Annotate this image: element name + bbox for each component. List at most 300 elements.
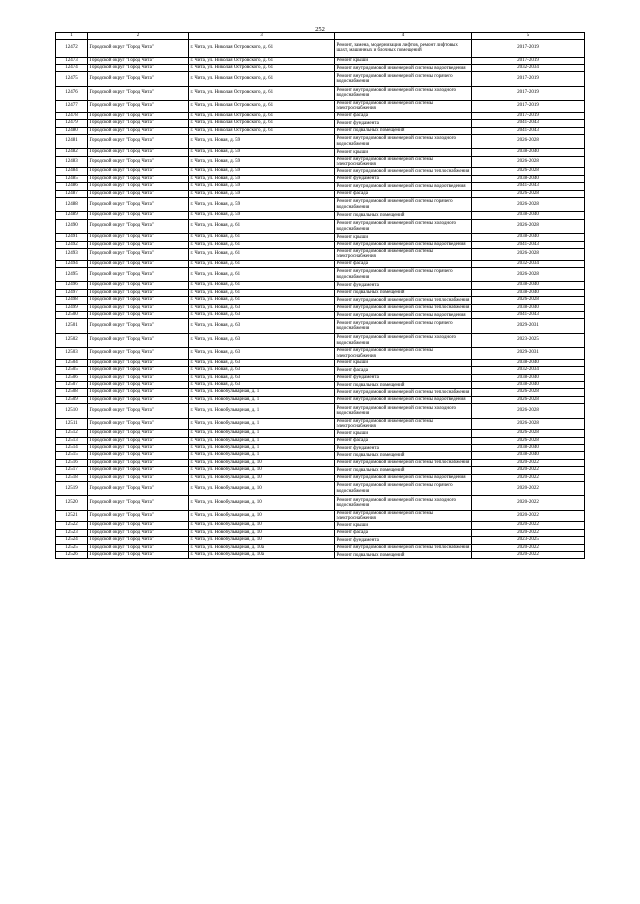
cell-address: г. Чита, ул. Новобульварная, д. 10: [189, 529, 335, 536]
cell-address: г. Чита, ул. Новая, д. 61: [189, 289, 335, 296]
table-row: [56, 57, 585, 64]
cell-work-type: Ремонт внутридомовой инженерной системы теплоснабжения: [335, 297, 472, 304]
cell-municipality: Городской округ "Город Чита": [88, 544, 189, 551]
table-row: [56, 522, 585, 529]
cell-work-type: Ремонт подвальных помещений: [335, 127, 472, 134]
cell-number: 12487: [56, 190, 88, 197]
table-row: [56, 474, 585, 481]
cell-number: 12522: [56, 522, 88, 529]
cell-period: 2041-2043: [472, 120, 585, 127]
cell-municipality: Городской округ "Город Чита": [88, 127, 189, 134]
cell-period: 2026-2028: [472, 418, 585, 430]
cell-address: г. Чита, ул. Новобульварная, д. 10а: [189, 552, 335, 559]
cell-municipality: Городской округ "Город Чита": [88, 404, 189, 418]
cell-period: 2038-2040: [472, 382, 585, 389]
cell-municipality: Городской округ "Город Чита": [88, 168, 189, 175]
cell-work-type: Ремонт внутридомовой инженерной системы холодного водоснабжения: [335, 404, 472, 418]
cell-address: г. Чита, ул. Новая, д. 59: [189, 135, 335, 149]
cell-work-type: Ремонт фасада: [335, 190, 472, 197]
table-row: [56, 135, 585, 149]
cell-period: 2020-2022: [472, 552, 585, 559]
cell-period: 2017-2019: [472, 40, 585, 58]
cell-period: 2029-2031: [472, 348, 585, 360]
cell-municipality: Городской округ "Город Чита": [88, 552, 189, 559]
cell-number: 12477: [56, 101, 88, 113]
cell-period: 2038-2040: [472, 149, 585, 156]
cell-municipality: Городской округ "Город Чита": [88, 198, 189, 212]
cell-work-type: Ремонт внутридомовой инженерной системы холодного водоснабжения: [335, 496, 472, 510]
cell-number: 12474: [56, 65, 88, 72]
cell-municipality: Городской округ "Город Чита": [88, 474, 189, 481]
cell-address: г. Чита, ул. Новобульварная, д. 10: [189, 522, 335, 529]
cell-municipality: Городской округ "Город Чита": [88, 319, 189, 333]
cell-work-type: Ремонт внутридомовой инженерной системы электроснабжения: [335, 101, 472, 113]
table-body: [56, 40, 585, 559]
cell-number: 12499: [56, 304, 88, 311]
cell-work-type: Ремонт внутридомовой инженерной системы водоотведения: [335, 474, 472, 481]
cell-work-type: Ремонт фундамента: [335, 282, 472, 289]
cell-address: г. Чита, ул. Новая, д. 61: [189, 219, 335, 233]
cell-address: г. Чита, ул. Новая, д. 63: [189, 319, 335, 333]
cell-number: 12513: [56, 437, 88, 444]
table-row: [56, 282, 585, 289]
cell-work-type: Ремонт внутридомовой инженерной системы холодного водоснабжения: [335, 135, 472, 149]
cell-number: 12521: [56, 510, 88, 522]
cell-municipality: Городской округ "Город Чита": [88, 112, 189, 119]
cell-period: 2041-2043: [472, 127, 585, 134]
col-header-4: 4: [335, 33, 472, 40]
cell-address: г. Чита, ул. Новая, д. 61: [189, 241, 335, 248]
cell-municipality: Городской округ "Город Чита": [88, 396, 189, 403]
table-row: [56, 418, 585, 430]
cell-period: 2032-2034: [472, 65, 585, 72]
table-row: [56, 510, 585, 522]
table-row: [56, 537, 585, 544]
cell-number: 12484: [56, 168, 88, 175]
cell-municipality: Городской округ "Город Чита": [88, 333, 189, 347]
cell-number: 12478: [56, 112, 88, 119]
table-row: [56, 212, 585, 219]
cell-number: 12512: [56, 430, 88, 437]
cell-number: 12504: [56, 359, 88, 366]
cell-work-type: Ремонт внутридомовой инженерной системы теплоснабжения: [335, 459, 472, 466]
cell-work-type: Ремонт фасада: [335, 112, 472, 119]
cell-number: 12483: [56, 156, 88, 168]
cell-period: 2026-2028: [472, 396, 585, 403]
cell-work-type: Ремонт внутридомовой инженерной системы водоотведения: [335, 312, 472, 319]
cell-period: 2017-2019: [472, 86, 585, 100]
cell-number: 12498: [56, 297, 88, 304]
cell-address: г. Чита, ул. Новая, д. 59: [189, 156, 335, 168]
table-row: [56, 382, 585, 389]
cell-municipality: Городской округ "Город Чита": [88, 260, 189, 267]
cell-address: г. Чита, ул. Новая, д. 63: [189, 374, 335, 381]
cell-period: 2032-2034: [472, 260, 585, 267]
cell-address: г. Чита, ул. Николая Островского, д. 61: [189, 65, 335, 72]
cell-address: г. Чита, ул. Новая, д. 63: [189, 304, 335, 311]
cell-work-type: Ремонт внутридомовой инженерной системы водоотведения: [335, 65, 472, 72]
table-row: [56, 312, 585, 319]
cell-municipality: Городской округ "Город Чита": [88, 149, 189, 156]
cell-work-type: Ремонт внутридомовой инженерной системы горячего водоснабжения: [335, 268, 472, 282]
table-row: [56, 198, 585, 212]
cell-municipality: Городской округ "Город Чита": [88, 382, 189, 389]
cell-municipality: Городской округ "Город Чита": [88, 437, 189, 444]
cell-work-type: Ремонт внутридомовой инженерной системы электроснабжения: [335, 156, 472, 168]
cell-municipality: Городской округ "Город Чита": [88, 183, 189, 190]
cell-municipality: Городской округ "Город Чита": [88, 135, 189, 149]
cell-work-type: Ремонт фасада: [335, 260, 472, 267]
cell-work-type: Ремонт подвальных помещений: [335, 467, 472, 474]
cell-number: 12480: [56, 127, 88, 134]
cell-municipality: Городской округ "Город Чита": [88, 389, 189, 396]
cell-address: г. Чита, ул. Новая, д. 63: [189, 333, 335, 347]
cell-address: г. Чита, ул. Новая, д. 61: [189, 260, 335, 267]
table-row: [56, 374, 585, 381]
cell-number: 12492: [56, 241, 88, 248]
cell-period: 2020-2022: [472, 522, 585, 529]
table-row: [56, 175, 585, 182]
cell-address: г. Чита, ул. Новобульварная, д. 10: [189, 510, 335, 522]
cell-work-type: Ремонт внутридомовой инженерной системы водоотведения: [335, 241, 472, 248]
cell-period: 2026-2028: [472, 135, 585, 149]
cell-number: 12511: [56, 418, 88, 430]
cell-number: 12485: [56, 175, 88, 182]
cell-work-type: Ремонт подвальных помещений: [335, 289, 472, 296]
cell-address: г. Чита, ул. Новая, д. 59: [189, 198, 335, 212]
cell-address: г. Чита, ул. Новая, д. 61: [189, 249, 335, 261]
cell-period: 2026-2028: [472, 437, 585, 444]
table-row: [56, 348, 585, 360]
table-row: [56, 260, 585, 267]
cell-period: 2026-2028: [472, 156, 585, 168]
cell-work-type: Ремонт фундамента: [335, 120, 472, 127]
cell-address: г. Чита, ул. Николая Островского, д. 61: [189, 120, 335, 127]
cell-municipality: Городской округ "Город Чита": [88, 289, 189, 296]
cell-period: 2038-2040: [472, 234, 585, 241]
table-row: [56, 452, 585, 459]
cell-municipality: Городской округ "Город Чита": [88, 282, 189, 289]
table-row: [56, 496, 585, 510]
cell-period: 2038-2040: [472, 374, 585, 381]
cell-address: г. Чита, ул. Николая Островского, д. 61: [189, 57, 335, 64]
cell-number: 12506: [56, 374, 88, 381]
cell-number: 12526: [56, 552, 88, 559]
cell-municipality: Городской округ "Город Чита": [88, 219, 189, 233]
cell-work-type: Ремонт крыши: [335, 522, 472, 529]
cell-municipality: Городской округ "Город Чита": [88, 72, 189, 86]
cell-municipality: Городской округ "Город Чита": [88, 190, 189, 197]
cell-municipality: Городской округ "Город Чита": [88, 101, 189, 113]
cell-number: 12490: [56, 219, 88, 233]
table-row: [56, 40, 585, 58]
table-row: [56, 149, 585, 156]
cell-address: г. Чита, ул. Новая, д. 61: [189, 234, 335, 241]
cell-period: 2026-2028: [472, 404, 585, 418]
table-row: [56, 467, 585, 474]
cell-period: 2026-2028: [472, 297, 585, 304]
cell-number: 12482: [56, 149, 88, 156]
cell-municipality: Городской округ "Город Чита": [88, 175, 189, 182]
cell-address: г. Чита, ул. Новобульварная, д. 1: [189, 389, 335, 396]
cell-period: 2032-2034: [472, 367, 585, 374]
cell-period: 2041-2043: [472, 312, 585, 319]
cell-address: г. Чита, ул. Новобульварная, д. 1: [189, 445, 335, 452]
cell-period: 2026-2028: [472, 389, 585, 396]
cell-municipality: Городской округ "Город Чита": [88, 212, 189, 219]
table-row: [56, 430, 585, 437]
cell-work-type: Ремонт внутридомовой инженерной системы горячего водоснабжения: [335, 482, 472, 496]
cell-number: 12510: [56, 404, 88, 418]
cell-period: 2038-2040: [472, 304, 585, 311]
cell-number: 12495: [56, 268, 88, 282]
cell-number: 12496: [56, 282, 88, 289]
cell-address: г. Чита, ул. Новобульварная, д. 1: [189, 396, 335, 403]
cell-number: 12479: [56, 120, 88, 127]
cell-municipality: Городской округ "Город Чита": [88, 268, 189, 282]
cell-period: 2026-2028: [472, 430, 585, 437]
cell-number: 12488: [56, 198, 88, 212]
cell-address: г. Чита, ул. Новая, д. 63: [189, 359, 335, 366]
cell-municipality: Городской округ "Город Чита": [88, 445, 189, 452]
cell-work-type: Ремонт внутридомовой инженерной системы теплоснабжения: [335, 389, 472, 396]
cell-period: 2038-2040: [472, 445, 585, 452]
table-row: [56, 367, 585, 374]
cell-address: г. Чита, ул. Новая, д. 63: [189, 367, 335, 374]
cell-address: г. Чита, ул. Новая, д. 61: [189, 268, 335, 282]
cell-number: 12516: [56, 459, 88, 466]
cell-number: 12497: [56, 289, 88, 296]
cell-number: 12514: [56, 445, 88, 452]
cell-address: г. Чита, ул. Новобульварная, д. 1: [189, 430, 335, 437]
cell-period: 2038-2040: [472, 289, 585, 296]
cell-municipality: Городской округ "Город Чита": [88, 234, 189, 241]
cell-municipality: Городской округ "Город Чита": [88, 65, 189, 72]
cell-period: 2041-2043: [472, 183, 585, 190]
cell-number: 12475: [56, 72, 88, 86]
cell-municipality: Городской округ "Город Чита": [88, 297, 189, 304]
cell-work-type: Ремонт крыши: [335, 430, 472, 437]
table-row: [56, 127, 585, 134]
cell-work-type: Ремонт фундамента: [335, 537, 472, 544]
cell-address: г. Чита, ул. Новая, д. 59: [189, 190, 335, 197]
table-row: [56, 219, 585, 233]
cell-address: г. Чита, ул. Новобульварная, д. 1: [189, 452, 335, 459]
cell-period: 2026-2028: [472, 168, 585, 175]
cell-municipality: Городской округ "Город Чита": [88, 86, 189, 100]
cell-number: 12518: [56, 474, 88, 481]
table-row: [56, 319, 585, 333]
cell-number: 12519: [56, 482, 88, 496]
cell-address: г. Чита, ул. Николая Островского, д. 61: [189, 86, 335, 100]
table-row: [56, 72, 585, 86]
cell-municipality: Городской округ "Город Чита": [88, 348, 189, 360]
col-header-5: 5: [472, 33, 585, 40]
table-row: [56, 289, 585, 296]
cell-work-type: Ремонт внутридомовой инженерной системы электроснабжения: [335, 510, 472, 522]
table-row: [56, 65, 585, 72]
cell-municipality: Городской округ "Город Чита": [88, 304, 189, 311]
table-row: [56, 304, 585, 311]
cell-period: 2026-2028: [472, 190, 585, 197]
cell-number: 12500: [56, 312, 88, 319]
table-row: [56, 544, 585, 551]
cell-work-type: Ремонт фасада: [335, 367, 472, 374]
col-header-1: 1: [56, 33, 88, 40]
cell-municipality: Городской округ "Город Чита": [88, 529, 189, 536]
cell-work-type: Ремонт внутридомовой инженерной системы холодного водоснабжения: [335, 86, 472, 100]
cell-number: 12517: [56, 467, 88, 474]
cell-municipality: Городской округ "Город Чита": [88, 312, 189, 319]
cell-period: 2020-2022: [472, 459, 585, 466]
cell-address: г. Чита, ул. Новобульварная, д. 1: [189, 418, 335, 430]
cell-work-type: Ремонт, замена, модернизация лифтов, ремонт лифтовых шахт, машинных и блочных помещений: [335, 40, 472, 58]
cell-number: 12486: [56, 183, 88, 190]
cell-work-type: Ремонт подвальных помещений: [335, 382, 472, 389]
cell-work-type: Ремонт подвальных помещений: [335, 552, 472, 559]
cell-work-type: Ремонт фундамента: [335, 175, 472, 182]
cell-municipality: Городской округ "Город Чита": [88, 57, 189, 64]
cell-number: 12501: [56, 319, 88, 333]
cell-municipality: Городской округ "Город Чита": [88, 430, 189, 437]
table-row: [56, 297, 585, 304]
cell-municipality: Городской округ "Город Чита": [88, 249, 189, 261]
cell-address: г. Чита, ул. Николая Островского, д. 61: [189, 127, 335, 134]
cell-address: г. Чита, ул. Новая, д. 63: [189, 348, 335, 360]
cell-number: 12493: [56, 249, 88, 261]
table-row: [56, 190, 585, 197]
cell-address: г. Чита, ул. Новобульварная, д. 10а: [189, 544, 335, 551]
cell-period: 2020-2022: [472, 544, 585, 551]
cell-address: г. Чита, ул. Новобульварная, д. 1: [189, 437, 335, 444]
table-row: [56, 241, 585, 248]
cell-period: 2020-2022: [472, 529, 585, 536]
cell-municipality: Городской округ "Город Чита": [88, 452, 189, 459]
cell-work-type: Ремонт внутридомовой инженерной системы горячего водоснабжения: [335, 72, 472, 86]
cell-number: 12525: [56, 544, 88, 551]
cell-address: г. Чита, ул. Новая, д. 61: [189, 297, 335, 304]
table-row: [56, 183, 585, 190]
cell-number: 12515: [56, 452, 88, 459]
cell-address: г. Чита, ул. Новая, д. 59: [189, 149, 335, 156]
cell-period: 2023-2025: [472, 333, 585, 347]
cell-work-type: Ремонт подвальных помещений: [335, 212, 472, 219]
table-row: [56, 86, 585, 100]
cell-number: 12520: [56, 496, 88, 510]
cell-municipality: Городской округ "Город Чита": [88, 120, 189, 127]
cell-work-type: Ремонт крыши: [335, 149, 472, 156]
table-row: [56, 120, 585, 127]
table-row: [56, 156, 585, 168]
cell-municipality: Городской округ "Город Чита": [88, 537, 189, 544]
cell-work-type: Ремонт внутридомовой инженерной системы электроснабжения: [335, 348, 472, 360]
cell-municipality: Городской округ "Город Чита": [88, 522, 189, 529]
cell-period: 2020-2022: [472, 474, 585, 481]
cell-municipality: Городской округ "Город Чита": [88, 496, 189, 510]
cell-number: 12505: [56, 367, 88, 374]
table-row: [56, 101, 585, 113]
cell-address: г. Чита, ул. Новая, д. 63: [189, 382, 335, 389]
cell-address: г. Чита, ул. Новая, д. 59: [189, 168, 335, 175]
cell-work-type: Ремонт внутридомовой инженерной системы теплоснабжения: [335, 168, 472, 175]
cell-period: 2038-2040: [472, 359, 585, 366]
cell-period: 2041-2043: [472, 241, 585, 248]
cell-work-type: Ремонт внутридомовой инженерной системы холодного водоснабжения: [335, 333, 472, 347]
cell-address: г. Чита, ул. Новобульварная, д. 10: [189, 482, 335, 496]
cell-address: г. Чита, ул. Новая, д. 59: [189, 212, 335, 219]
cell-address: г. Чита, ул. Николая Островского, д. 61: [189, 112, 335, 119]
cell-period: 2038-2040: [472, 282, 585, 289]
table-row: [56, 359, 585, 366]
cell-address: г. Чита, ул. Новобульварная, д. 1: [189, 404, 335, 418]
cell-address: г. Чита, ул. Николая Островского, д. 61: [189, 72, 335, 86]
cell-municipality: Городской округ "Город Чита": [88, 374, 189, 381]
table-row: [56, 168, 585, 175]
cell-period: 2017-2019: [472, 57, 585, 64]
page-number: 252: [315, 26, 325, 33]
cell-number: 12507: [56, 382, 88, 389]
table-row: [56, 445, 585, 452]
cell-number: 12476: [56, 86, 88, 100]
cell-work-type: Ремонт фасада: [335, 437, 472, 444]
cell-number: 12481: [56, 135, 88, 149]
cell-period: 2026-2028: [472, 249, 585, 261]
cell-address: г. Чита, ул. Новобульварная, д. 10: [189, 459, 335, 466]
cell-number: 12524: [56, 537, 88, 544]
col-header-2: 2: [88, 33, 189, 40]
cell-work-type: Ремонт фасада: [335, 529, 472, 536]
cell-work-type: Ремонт фундамента: [335, 374, 472, 381]
cell-work-type: Ремонт подвальных помещений: [335, 452, 472, 459]
table-row: [56, 437, 585, 444]
cell-period: 2038-2040: [472, 452, 585, 459]
cell-period: 2026-2028: [472, 268, 585, 282]
cell-work-type: Ремонт внутридомовой инженерной системы электроснабжения: [335, 249, 472, 261]
cell-work-type: Ремонт внутридомовой инженерной системы горячего водоснабжения: [335, 319, 472, 333]
table-row: [56, 112, 585, 119]
cell-number: 12502: [56, 333, 88, 347]
cell-address: г. Чита, ул. Новая, д. 59: [189, 175, 335, 182]
cell-period: 2023-2025: [472, 537, 585, 544]
cell-address: г. Чита, ул. Новобульварная, д. 10: [189, 537, 335, 544]
table-row: [56, 396, 585, 403]
cell-work-type: Ремонт внутридомовой инженерной системы горячего водоснабжения: [335, 198, 472, 212]
cell-number: 12508: [56, 389, 88, 396]
header-row: [56, 33, 585, 40]
table-row: [56, 249, 585, 261]
table-row: [56, 234, 585, 241]
cell-work-type: Ремонт внутридомовой инженерной системы теплоснабжения: [335, 544, 472, 551]
cell-address: г. Чита, ул. Николая Островского, д. 61: [189, 40, 335, 58]
cell-period: 2020-2022: [472, 482, 585, 496]
cell-period: 2038-2040: [472, 212, 585, 219]
cell-period: 2017-2019: [472, 101, 585, 113]
cell-number: 12489: [56, 212, 88, 219]
cell-address: г. Чита, ул. Новобульварная, д. 10: [189, 496, 335, 510]
cell-work-type: Ремонт внутридомовой инженерной системы водоотведения: [335, 183, 472, 190]
cell-period: 2020-2022: [472, 510, 585, 522]
cell-municipality: Городской округ "Город Чита": [88, 467, 189, 474]
cell-municipality: Городской округ "Город Чита": [88, 359, 189, 366]
cell-municipality: Городской округ "Город Чита": [88, 40, 189, 58]
cell-municipality: Городской округ "Город Чита": [88, 156, 189, 168]
cell-address: г. Чита, ул. Новая, д. 63: [189, 312, 335, 319]
table-row: [56, 482, 585, 496]
table-row: [56, 529, 585, 536]
table-row: [56, 389, 585, 396]
cell-number: 12491: [56, 234, 88, 241]
cell-number: 12503: [56, 348, 88, 360]
